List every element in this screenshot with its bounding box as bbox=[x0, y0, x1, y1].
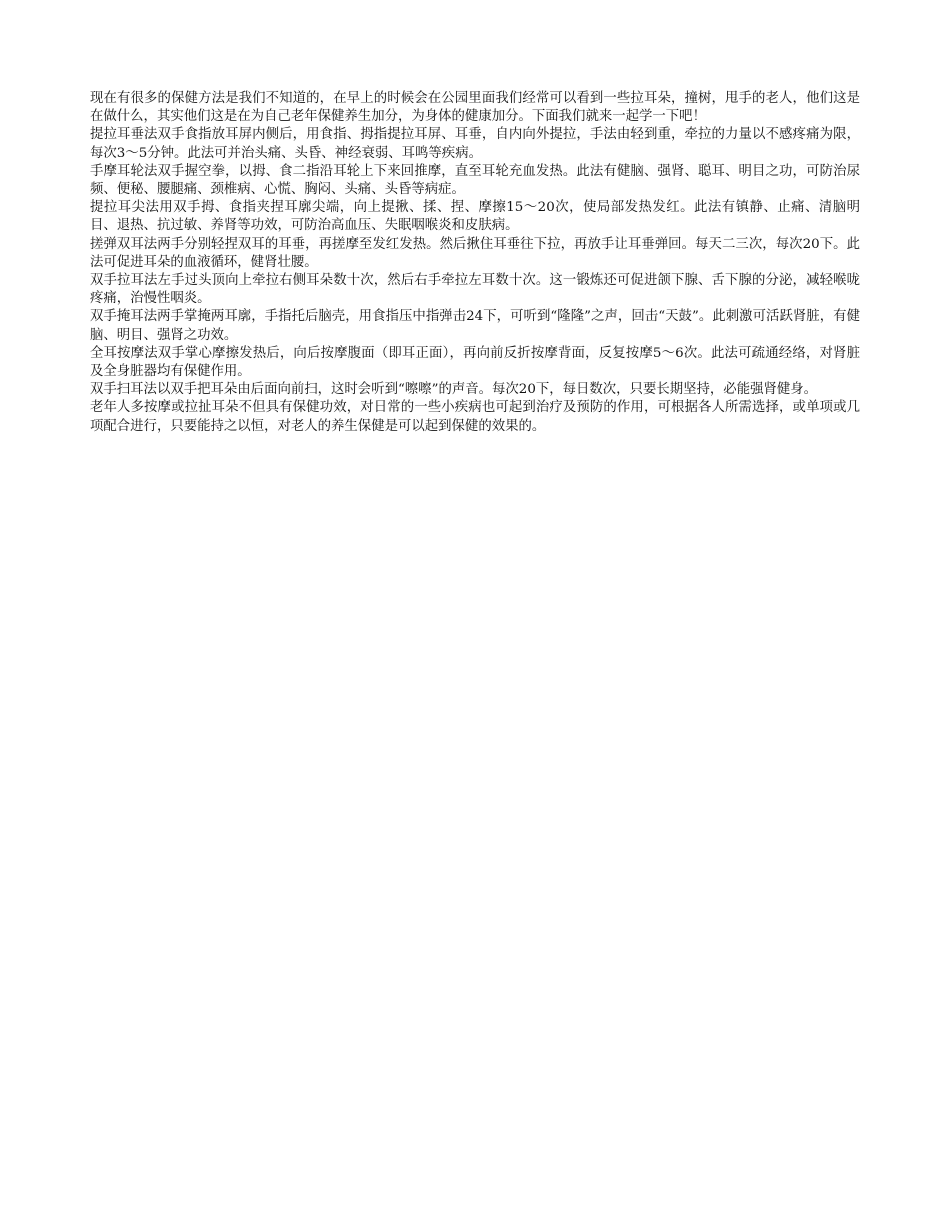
paragraph-ear-sweeping: 双手扫耳法以双手把耳朵由后面向前扫，这时会听到“嚓嚓”的声音。每次20下，每日数次，只要长期坚持，必能强肾健身。 bbox=[90, 382, 818, 398]
paragraph-full-ear-massage: 全耳按摩法双手掌心摩擦发热后，向后按摩腹面（即耳正面），再向前反折按摩背面，反复按摩5～6次。此法可疏通经络，对肾脏及全身脏器均有保健作用。 bbox=[90, 345, 860, 380]
paragraph-ear-tip-pulling: 提拉耳尖法用双手拇、食指夹捏耳廓尖端，向上提揪、揉、捏、摩擦15～20次，使局部发热发红。此法有镇静、止痛、清脑明目、退热、抗过敏、养肾等功效，可防治高血压、失眠咽喉炎和皮肤病。 bbox=[90, 200, 860, 234]
paragraph-ear-covering: 双手掩耳法两手掌掩两耳廓，手指托后脑壳，用食指压中指弹击24下，可听到“隆隆”之声，回击“天鼓”。此刺激可活跃肾脏，有健脑、明目、强肾之功效。 bbox=[90, 309, 860, 343]
paragraph-ear-lobe-pulling: 提拉耳垂法双手食指放耳屏内侧后，用食指、拇指提拉耳屏、耳垂，自内向外提拉，手法由轻到重，牵拉的力量以不感疼痛为限，每次3～5分钟。此法可并治头痛、头昏、神经衰弱、耳鸣等疾病。 bbox=[90, 127, 860, 161]
paragraph-ear-rub-flick: 搓弹双耳法两手分别轻捏双耳的耳垂，再搓摩至发红发热。然后揪住耳垂往下拉，再放手让耳垂弹回。每天二三次，每次20下。此法可促进耳朵的血液循环，健肾壮腰。 bbox=[90, 236, 860, 270]
intro-paragraph: 现在有很多的保健方法是我们不知道的，在早上的时候会在公园里面我们经常可以看到一些拉耳朵，撞树，甩手的老人，他们这是在做什么，其实他们这是在为自己老年保健养生加分，为身体的健康加分。下面我们就来一起学一下吧！ bbox=[90, 91, 860, 125]
conclusion-paragraph: 老年人多按摩或拉扯耳朵不但具有保健功效，对日常的一些小疾病也可起到治疗及预防的作用，可根据各人所需选择，或单项或几项配合进行，只要能持之以恒，对老人的养生保健是可以起到保健的效果的。 bbox=[90, 400, 860, 434]
document-body bbox=[90, 90, 860, 436]
paragraph-hand-ear-pull: 双手拉耳法左手过头顶向上牵拉右侧耳朵数十次，然后右手牵拉左耳数十次。这一锻炼还可促进颌下腺、舌下腺的分泌，减轻喉咙疼痛，治慢性咽炎。 bbox=[90, 273, 860, 307]
paragraph-ear-rim-rubbing: 手摩耳轮法双手握空拳，以拇、食二指沿耳轮上下来回推摩，直至耳轮充血发热。此法有健脑、强肾、聪耳、明目之功，可防治尿频、便秘、腰腿痛、颈椎病、心慌、胸闷、头痛、头昏等病症。 bbox=[90, 163, 860, 198]
